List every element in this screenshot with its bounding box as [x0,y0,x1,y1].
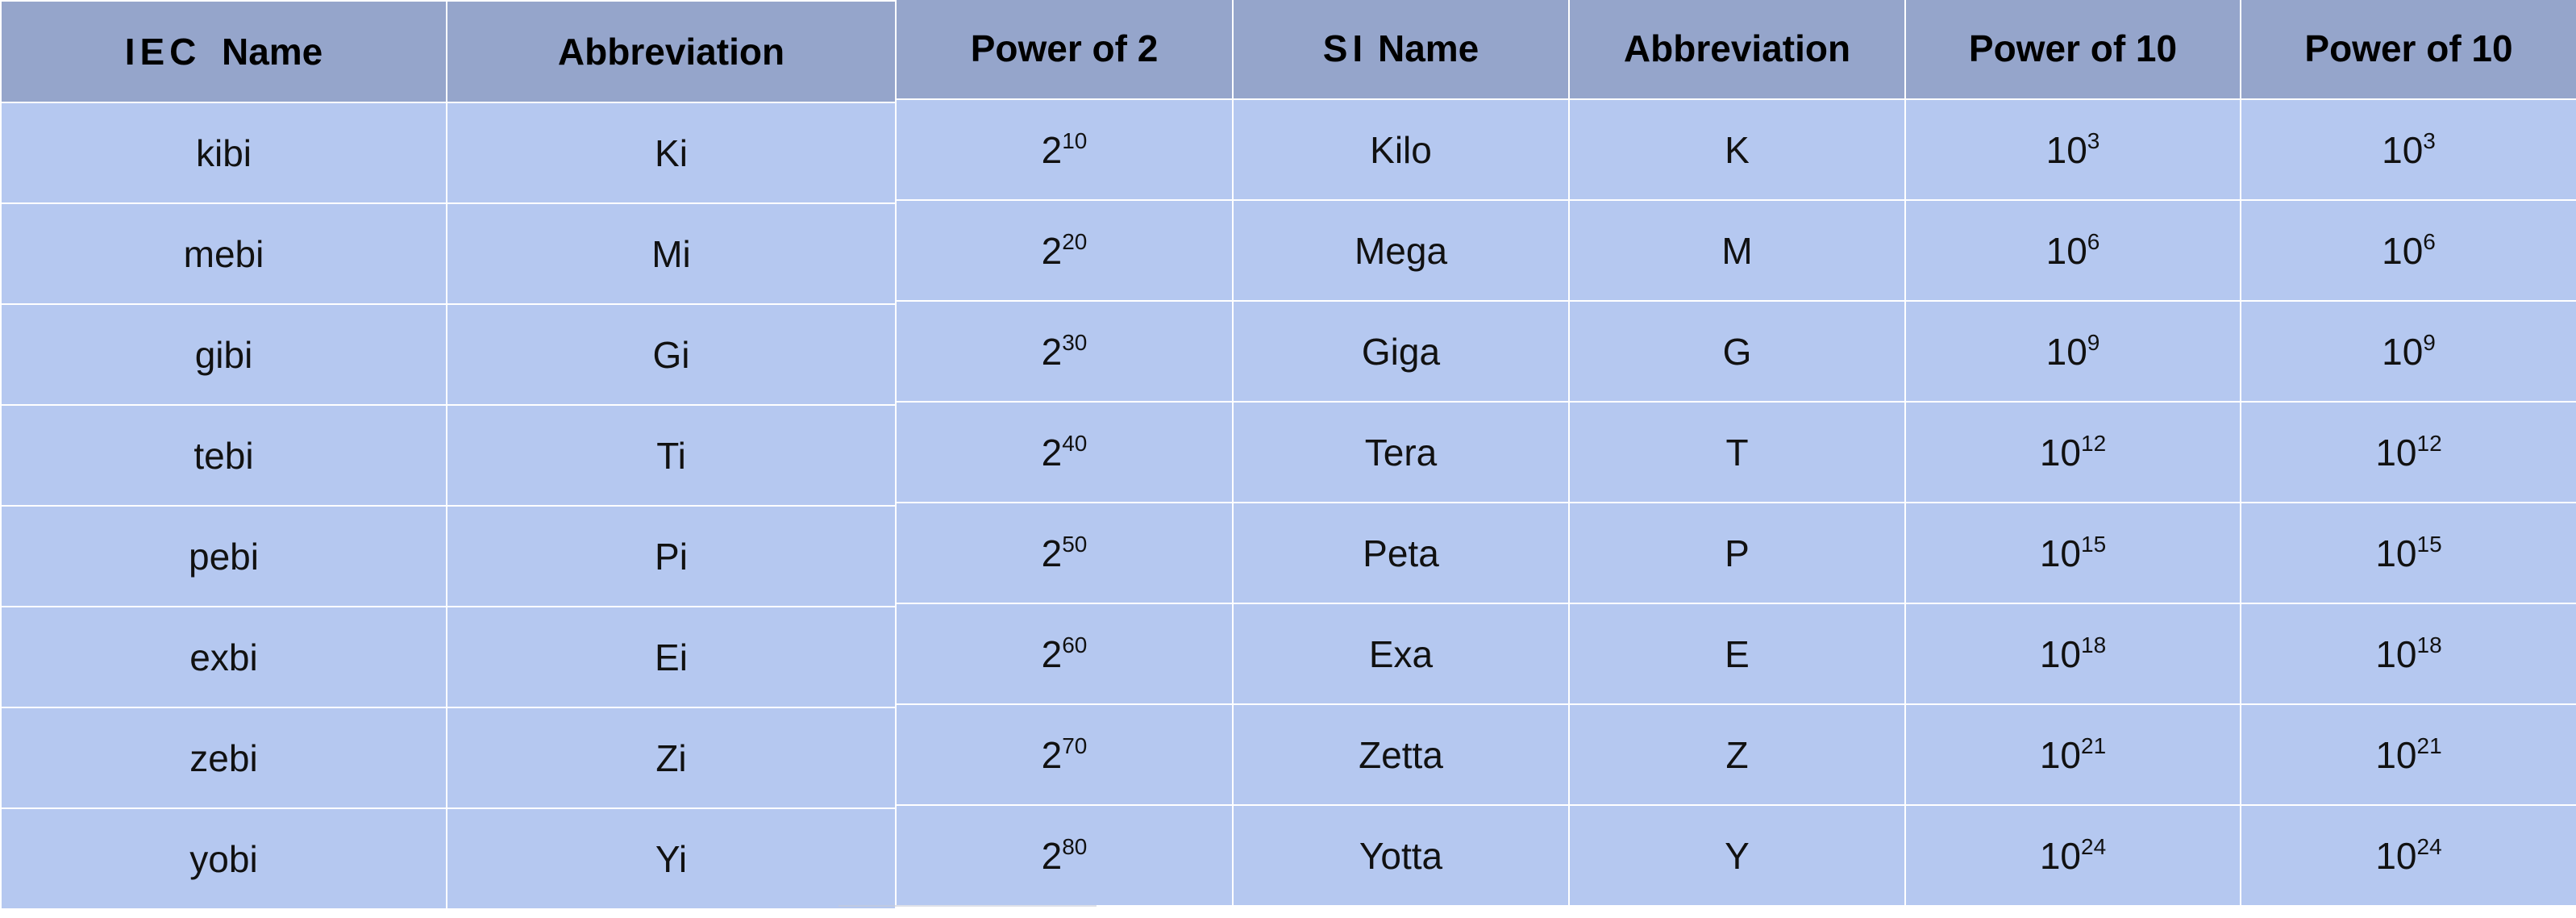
table-row [896,805,2576,906]
power10-exponent: 15 [2081,531,2107,557]
table-row [1,808,896,909]
power10-exponent: 3 [2087,127,2100,153]
si-name-cell: Mega [1233,200,1569,301]
iec-abbr-cell: Gi [447,304,896,405]
power10-base: 10 [2375,532,2417,574]
power10-base: 10 [2039,632,2081,675]
power2-exponent: 40 [1062,430,1088,456]
power10-cell-second [2241,200,2576,301]
table-row [1,304,896,405]
power10-base: 10 [2382,229,2424,272]
header-abbreviation: Abbreviation [1569,0,1905,99]
power10-cell [1905,805,2241,906]
table-row [896,99,2576,200]
power10-exponent: 18 [2081,632,2107,657]
iec-abbr-cell: Ki [447,102,896,203]
iec-name-cell: pebi [1,506,447,607]
power10-base: 10 [2045,330,2087,373]
table-row [896,603,2576,704]
table-row [896,704,2576,805]
si-name-cell: Tera [1233,402,1569,503]
power10-base: 10 [2039,733,2081,776]
power10-base: 10 [2375,733,2417,776]
table-row [896,503,2576,603]
power2-cell [896,301,1233,402]
iec-name-cell: tebi [1,405,447,506]
iec-abbr-cell: Mi [447,203,896,304]
power2-base: 2 [1041,431,1063,474]
power10-cell-second [2241,603,2576,704]
table-row [1,203,896,304]
si-abbr-cell: K [1569,99,1905,200]
power2-base: 2 [1041,128,1063,171]
table-row [1,405,896,506]
power10-base: 10 [2382,128,2424,171]
power10-cell [1905,704,2241,805]
power10-base: 10 [2045,128,2087,171]
si-name-cell: Kilo [1233,99,1569,200]
power10-exponent: 12 [2081,430,2107,456]
iec-prefix-table [0,0,897,910]
iec-abbr-cell: Yi [447,808,896,909]
si-abbr-cell: Y [1569,805,1905,906]
power10-exponent: 24 [2416,833,2442,859]
si-abbr-cell: Z [1569,704,1905,805]
si-name-cell: Giga [1233,301,1569,402]
power2-base: 2 [1041,229,1063,272]
power10-exponent: 21 [2416,732,2442,758]
si-name-cell: Peta [1233,503,1569,603]
iec-name-cell: zebi [1,707,447,808]
power10-base: 10 [2375,834,2417,877]
power2-base: 2 [1041,330,1063,373]
power2-exponent: 30 [1062,329,1088,355]
si-name-cell: Zetta [1233,704,1569,805]
power10-base: 10 [2375,431,2417,474]
table-row [896,200,2576,301]
power10-exponent: 24 [2081,833,2107,859]
power10-exponent: 12 [2416,430,2442,456]
power2-cell [896,200,1233,301]
header-abbreviation: Abbreviation [447,1,896,102]
power2-base: 2 [1041,733,1063,776]
header-power-of-2: Power of 2 [896,0,1233,99]
power10-exponent: 9 [2423,329,2436,355]
power10-exponent: 3 [2423,127,2436,153]
si-abbr-cell: G [1569,301,1905,402]
table-row [1,102,896,203]
iec-abbr-cell: Zi [447,707,896,808]
si-abbr-cell: T [1569,402,1905,503]
power10-exponent: 18 [2416,632,2442,657]
power2-exponent: 50 [1062,531,1088,557]
power10-base: 10 [2375,632,2417,675]
iec-abbr-cell: Pi [447,506,896,607]
header-si-prefix: SI [1322,27,1368,69]
power10-cell [1905,301,2241,402]
power10-cell-second [2241,301,2576,402]
power10-cell [1905,503,2241,603]
si-name-cell: Yotta [1233,805,1569,906]
iec-name-cell: gibi [1,304,447,405]
si-abbr-cell: M [1569,200,1905,301]
power10-exponent: 6 [2423,228,2436,254]
table-row [896,402,2576,503]
power2-cell [896,402,1233,503]
table-row [896,301,2576,402]
header-iec-name [1,1,447,102]
power10-exponent: 9 [2087,329,2100,355]
power10-base: 10 [2382,330,2424,373]
si-prefix-table [895,0,2576,907]
power10-base: 10 [2039,532,2081,574]
table-row [1,506,896,607]
iec-abbr-cell: Ei [447,607,896,707]
power2-base: 2 [1041,632,1063,675]
power10-exponent: 15 [2416,531,2442,557]
power2-cell [896,99,1233,200]
power2-cell [896,503,1233,603]
power2-exponent: 60 [1062,632,1088,657]
header-name-label: Name [221,31,323,73]
power10-cell-second [2241,805,2576,906]
power10-cell [1905,99,2241,200]
power10-cell [1905,200,2241,301]
table-row [1,707,896,808]
power2-exponent: 20 [1062,228,1088,254]
power2-exponent: 10 [1062,127,1088,153]
si-abbr-cell: E [1569,603,1905,704]
power2-base: 2 [1041,834,1063,877]
power2-cell [896,704,1233,805]
si-name-cell: Exa [1233,603,1569,704]
header-iec-prefix: IEC [124,31,202,73]
iec-name-cell: exbi [1,607,447,707]
iec-name-cell: kibi [1,102,447,203]
iec-abbr-cell: Ti [447,405,896,506]
power10-cell-second [2241,99,2576,200]
power10-base: 10 [2039,834,2081,877]
power10-exponent: 6 [2087,228,2100,254]
header-name-label: Name [1377,27,1479,69]
power10-cell-second [2241,503,2576,603]
header-row [1,1,896,102]
header-si-name [1233,0,1569,99]
power2-exponent: 70 [1062,732,1088,758]
power2-cell [896,805,1233,906]
power10-exponent: 21 [2081,732,2107,758]
power10-cell-second [2241,704,2576,805]
power2-cell [896,603,1233,704]
power10-cell-second [2241,402,2576,503]
header-power-of-10-second: Power of 10 [2241,0,2576,99]
header-power-of-10: Power of 10 [1905,0,2241,99]
si-abbr-cell: P [1569,503,1905,603]
power10-base: 10 [2039,431,2081,474]
iec-name-cell: yobi [1,808,447,909]
power10-base: 10 [2045,229,2087,272]
power2-exponent: 80 [1062,833,1088,859]
power2-base: 2 [1041,532,1063,574]
header-row [896,0,2576,99]
power10-cell [1905,603,2241,704]
table-row [1,607,896,707]
power10-cell [1905,402,2241,503]
iec-name-cell: mebi [1,203,447,304]
